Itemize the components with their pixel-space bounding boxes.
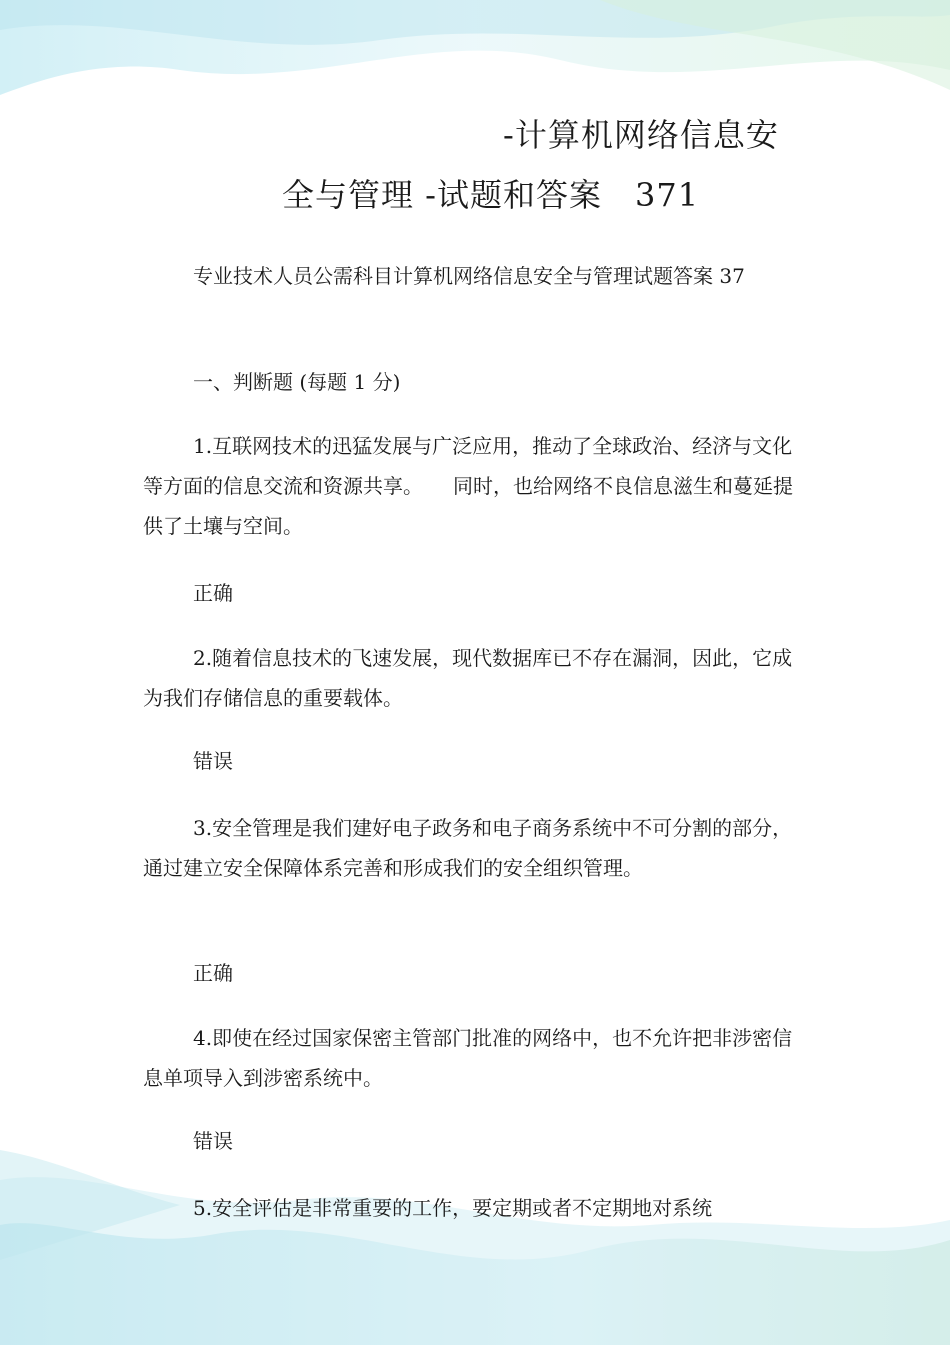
document-title-line-1: -计算机网络信息安 [503, 116, 779, 154]
section-heading: 一、判断题 (每题 1 分) [193, 370, 401, 394]
answer-1: 正确 [193, 581, 233, 605]
question-3: 3.安全管理是我们建好电子政务和电子商务系统中不可分割的部分，通过建立安全保障体系完善和形成我们的安全组织管理。 [143, 816, 793, 880]
question-1: 1.互联网技术的迅猛发展与广泛应用，推动了全球政治、经济与文化等方面的信息交流和资源共享。 同时，也给网络不良信息滋生和蔓延提供了土壤与空间。 [143, 434, 793, 538]
question-5: 5.安全评估是非常重要的工作，要定期或者不定期地对系统 [193, 1196, 713, 1220]
document-title-line-2: 全与管理 -试题和答案 371 [282, 176, 700, 214]
answer-2: 错误 [193, 749, 233, 773]
question-2: 2.随着信息技术的飞速发展，现代数据库已不存在漏洞，因此，它成为我们存储信息的重要载体。 [143, 646, 793, 710]
answer-4: 错误 [193, 1129, 233, 1153]
intro-paragraph: 专业技术人员公需科目计算机网络信息安全与管理试题答案 37 [193, 264, 745, 288]
answer-3: 正确 [193, 961, 233, 985]
question-4: 4.即使在经过国家保密主管部门批准的网络中，也不允许把非涉密信息单项导入到涉密系统中。 [143, 1026, 793, 1090]
